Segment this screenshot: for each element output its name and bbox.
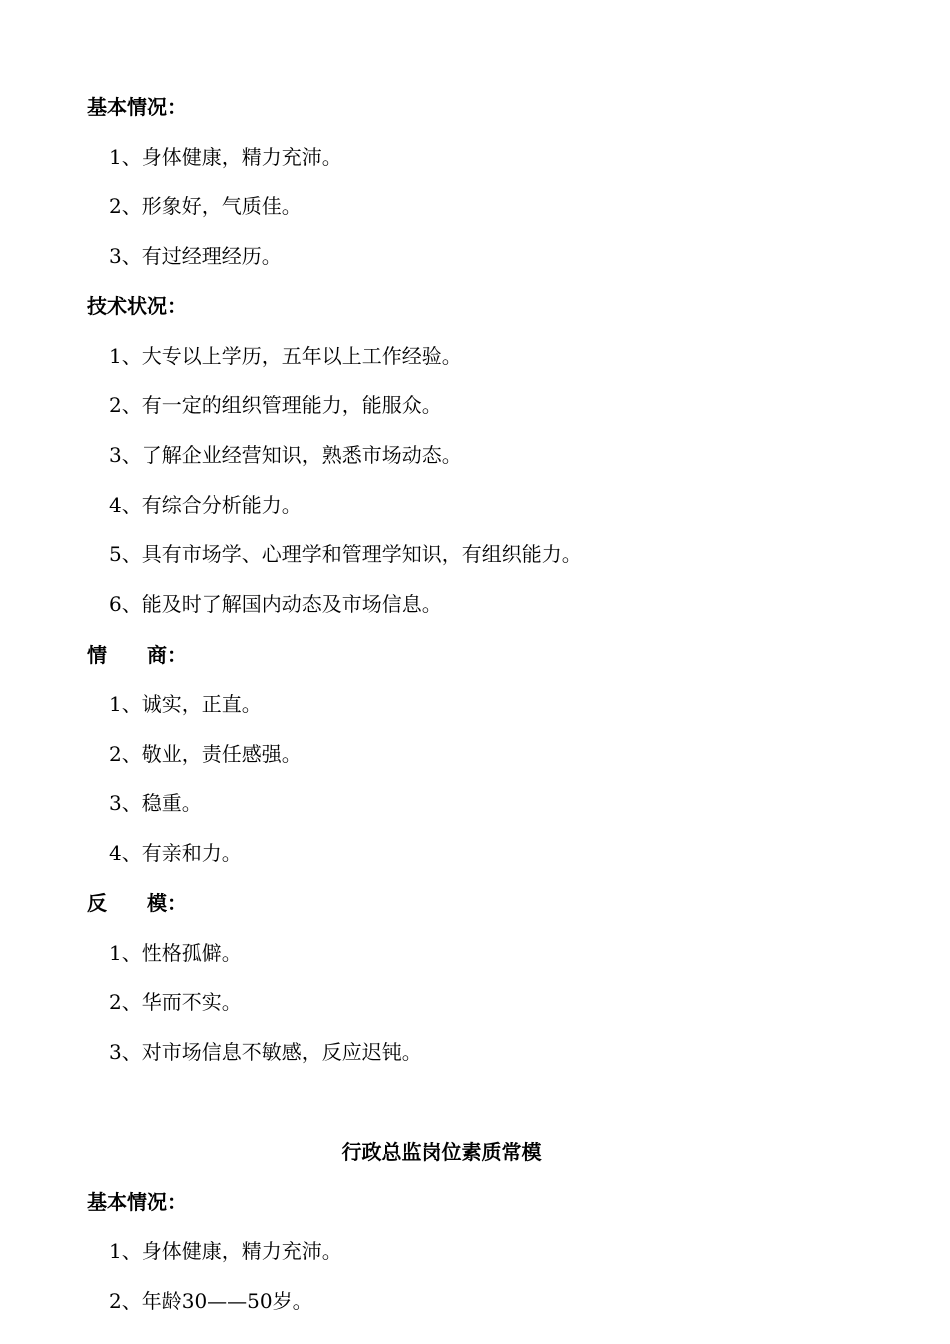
list-item: 1、诚实，正直。 bbox=[109, 692, 262, 716]
list-item: 2、年龄30——50岁。 bbox=[109, 1289, 313, 1313]
list-item: 2、有一定的组织管理能力，能服众。 bbox=[109, 393, 442, 417]
list-item: 3、稳重。 bbox=[109, 791, 202, 815]
section-heading-basic: 基本情况： bbox=[87, 95, 187, 119]
section-heading-basic-2: 基本情况： bbox=[87, 1190, 187, 1214]
list-item: 2、华而不实。 bbox=[109, 990, 242, 1014]
list-item: 1、大专以上学历，五年以上工作经验。 bbox=[109, 344, 462, 368]
list-item: 2、敬业，责任感强。 bbox=[109, 742, 302, 766]
section-title: 行政总监岗位素质常模 bbox=[341, 1140, 542, 1164]
list-item: 4、有亲和力。 bbox=[109, 841, 242, 865]
list-item: 1、身体健康，精力充沛。 bbox=[109, 1239, 342, 1263]
list-item: 2、形象好，气质佳。 bbox=[109, 194, 302, 218]
list-item: 6、能及时了解国内动态及市场信息。 bbox=[109, 592, 442, 616]
list-item: 1、性格孤僻。 bbox=[109, 941, 242, 965]
list-item: 3、了解企业经营知识，熟悉市场动态。 bbox=[109, 443, 462, 467]
section-heading-eq: 情 商： bbox=[87, 643, 187, 667]
list-item: 5、具有市场学、心理学和管理学知识，有组织能力。 bbox=[109, 542, 582, 566]
section-heading-technical: 技术状况： bbox=[87, 294, 187, 318]
list-item: 4、有综合分析能力。 bbox=[109, 493, 302, 517]
section-heading-counter-model: 反 模： bbox=[87, 891, 187, 915]
list-item: 3、对市场信息不敏感，反应迟钝。 bbox=[109, 1040, 422, 1064]
list-item: 3、有过经理经历。 bbox=[109, 244, 282, 268]
list-item: 1、身体健康，精力充沛。 bbox=[109, 145, 342, 169]
